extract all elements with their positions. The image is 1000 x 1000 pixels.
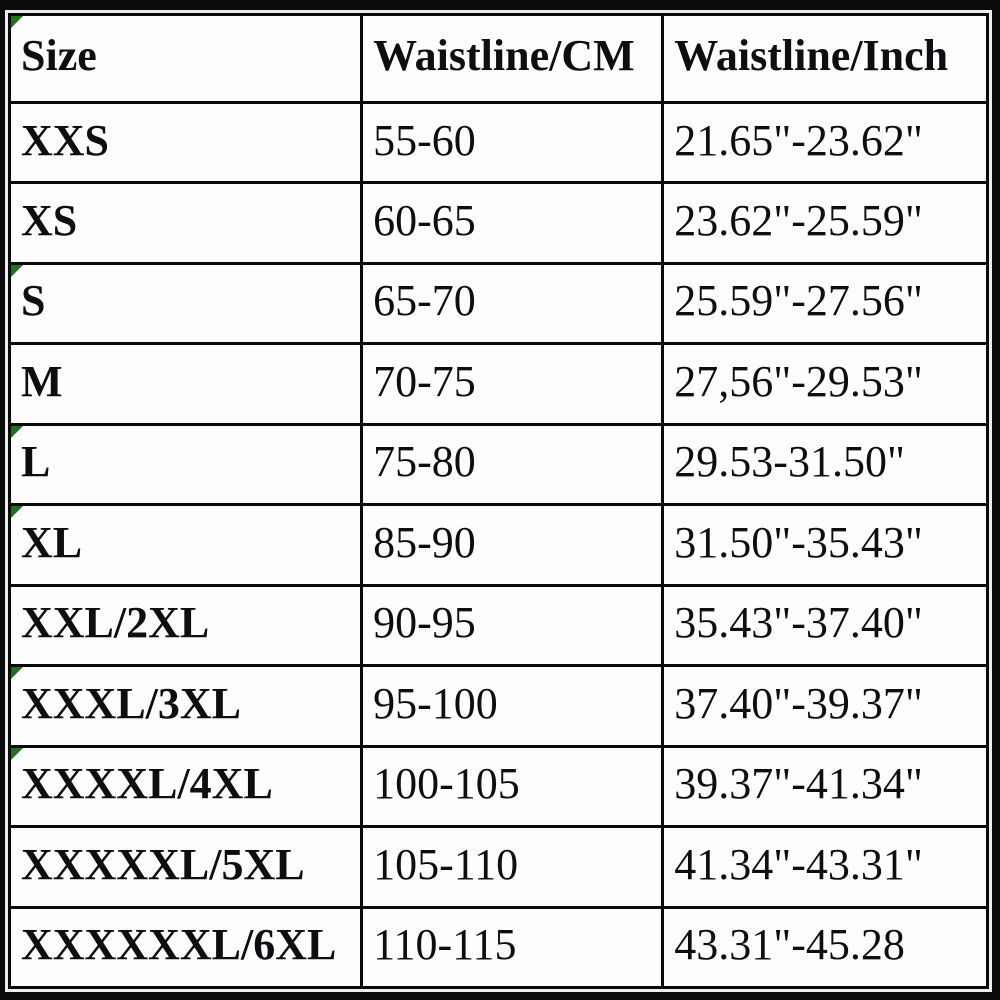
column-header-waistline-inch-label: Waistline/Inch: [674, 31, 949, 81]
size-label: XL: [21, 517, 83, 567]
cell-corner-marker-icon: [11, 426, 23, 438]
waistline-inch-cell: 41.34"-43.31": [663, 827, 988, 907]
size-cell: [10, 263, 362, 343]
table-row: [10, 344, 988, 424]
column-header-waistline-cm-label: Waistline/CM: [373, 31, 635, 81]
waistline-inch-cell: 27,56"-29.53": [663, 344, 988, 424]
waistline-inch-cell: 39.37"-41.34": [663, 746, 988, 826]
waistline-cm-cell: 100-105: [362, 746, 663, 826]
waistline-cm-cell: 55-60: [362, 103, 663, 183]
waistline-cm-cell: 75-80: [362, 424, 663, 504]
table-row: [10, 585, 988, 665]
cell-corner-marker-icon: [11, 748, 23, 760]
cell-corner-marker-icon: [11, 667, 23, 679]
size-chart: [8, 13, 989, 989]
waistline-cm-cell: 110-115: [362, 907, 663, 987]
column-header-waistline-inch: [663, 15, 988, 103]
waistline-inch-cell: 25.59"-27.56": [663, 263, 988, 343]
waistline-cm-cell: 95-100: [362, 666, 663, 746]
size-label: XS: [21, 195, 78, 245]
waistline-inch-cell: 43.31"-45.28: [663, 907, 988, 987]
waistline-inch-cell: 31.50"-35.43": [663, 505, 988, 585]
size-cell: [10, 585, 362, 665]
size-label: XXXXXL/5XL: [21, 839, 305, 889]
column-header-waistline-cm: [362, 15, 663, 103]
waistline-inch-cell: 21.65"-23.62": [663, 103, 988, 183]
waistline-cm-cell: 70-75: [362, 344, 663, 424]
header-row: [10, 15, 988, 103]
size-cell: [10, 746, 362, 826]
table-row: [10, 746, 988, 826]
table-row: [10, 103, 988, 183]
size-cell: [10, 666, 362, 746]
size-cell: [10, 424, 362, 504]
size-label: XXS: [21, 115, 110, 165]
size-label: L: [21, 437, 51, 487]
size-cell: [10, 827, 362, 907]
size-cell: [10, 103, 362, 183]
size-label: XXXXL/4XL: [21, 759, 273, 809]
table-row: [10, 666, 988, 746]
size-label: XXXL/3XL: [21, 678, 242, 728]
size-label: XXXXXXL/6XL: [21, 920, 337, 970]
column-header-size-label: Size: [21, 31, 97, 81]
table-row: [10, 424, 988, 504]
size-cell: [10, 183, 362, 263]
size-cell: [10, 907, 362, 987]
waistline-cm-cell: 60-65: [362, 183, 663, 263]
waistline-inch-cell: 29.53-31.50": [663, 424, 988, 504]
size-cell: [10, 505, 362, 585]
waistline-cm-cell: 90-95: [362, 585, 663, 665]
cell-corner-marker-icon: [11, 265, 23, 277]
table-row: [10, 907, 988, 987]
waistline-cm-cell: 65-70: [362, 263, 663, 343]
waistline-cm-cell: 105-110: [362, 827, 663, 907]
size-chart-table: [8, 13, 989, 989]
cell-corner-marker-icon: [11, 16, 23, 28]
table-row: [10, 263, 988, 343]
table-row: [10, 827, 988, 907]
table-row: [10, 183, 988, 263]
size-label: S: [21, 276, 46, 326]
waistline-inch-cell: 23.62"-25.59": [663, 183, 988, 263]
table-row: [10, 505, 988, 585]
size-label: XXL/2XL: [21, 598, 210, 648]
cell-corner-marker-icon: [11, 506, 23, 518]
column-header-size: [10, 15, 362, 103]
size-label: M: [21, 356, 63, 406]
waistline-inch-cell: 37.40"-39.37": [663, 666, 988, 746]
waistline-inch-cell: 35.43"-37.40": [663, 585, 988, 665]
waistline-cm-cell: 85-90: [362, 505, 663, 585]
size-cell: [10, 344, 362, 424]
